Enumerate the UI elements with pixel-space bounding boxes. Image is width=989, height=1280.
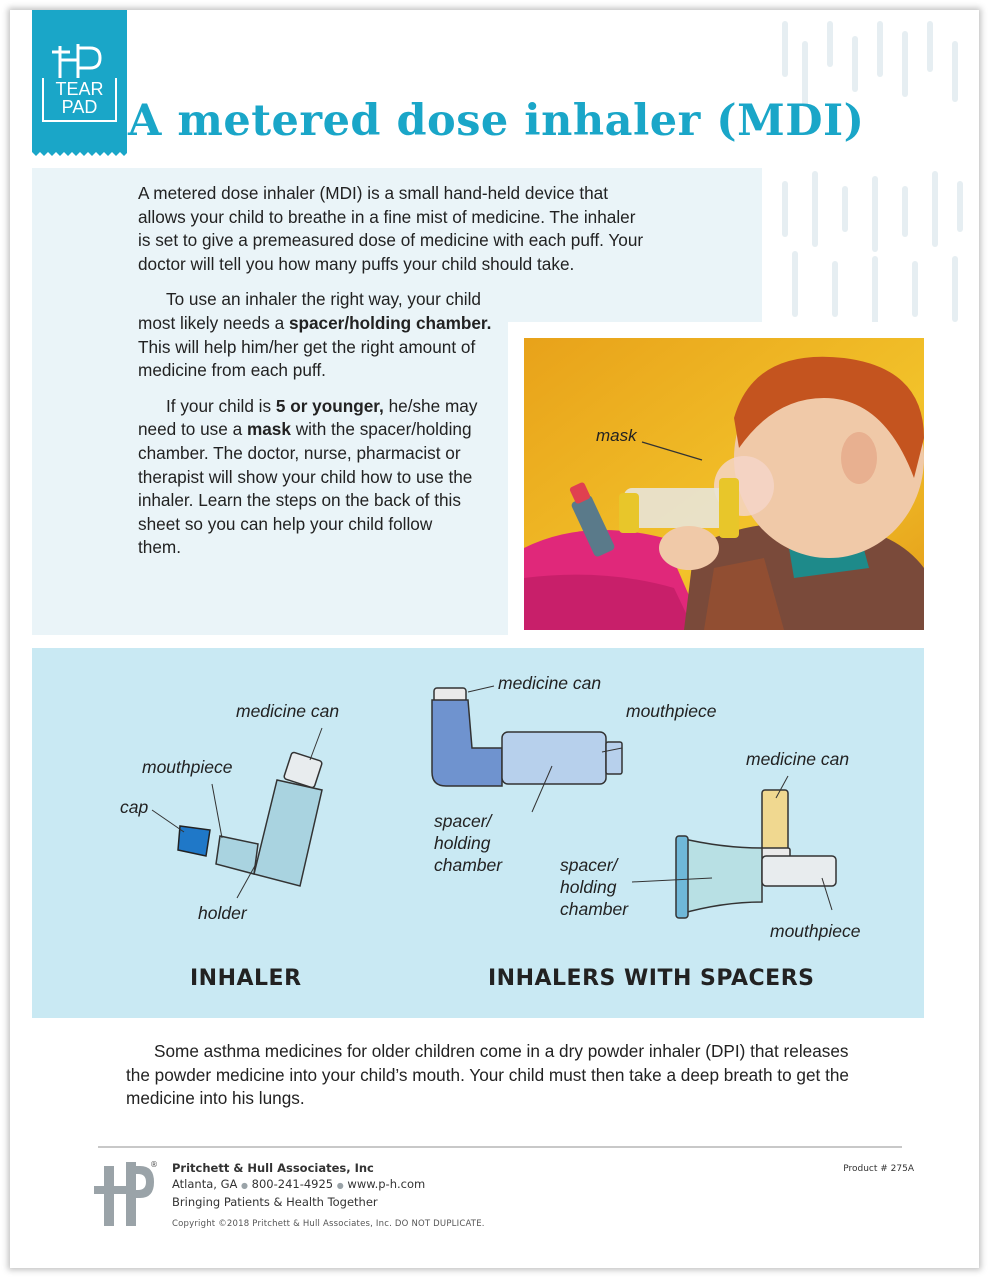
copyright: Copyright ©2018 Pritchett & Hull Associates, Inc. DO NOT DUPLICATE. bbox=[172, 1219, 485, 1229]
inhaler-drawing bbox=[152, 728, 323, 898]
tear-pad-label bbox=[42, 78, 117, 122]
spacer1-medicine-can-label: medicine can bbox=[498, 673, 602, 693]
mask-label: mask bbox=[596, 426, 637, 445]
inhaler-holder-label: holder bbox=[198, 903, 247, 923]
tear-label-line2: PAD bbox=[61, 97, 98, 117]
inhaler-medicine-can-label: medicine can bbox=[236, 701, 340, 721]
spacers-heading: INHALERS WITH SPACERS bbox=[488, 966, 815, 991]
tagline: Bringing Patients & Health Together bbox=[172, 1195, 378, 1209]
spacer-drawing-2 bbox=[632, 776, 836, 918]
dpi-paragraph: Some asthma medicines for older children come in a dry powder inhaler (DPI) that releases the powder medicine into your child’s mouth. Your child must then take a deep breath to get the medicine into his lungs. bbox=[126, 1041, 849, 1109]
decorative-pattern bbox=[775, 14, 975, 334]
page-title: A metered dose inhaler (MDI) bbox=[128, 96, 865, 146]
spacer-drawing-1 bbox=[432, 686, 622, 812]
contact-line: Atlanta, GA ● 800-241-4925 ● www.p-h.com bbox=[172, 1177, 426, 1191]
footer-info bbox=[172, 1160, 485, 1232]
spacer2-medicine-can-label: medicine can bbox=[746, 749, 850, 769]
spacer1-chamber-label: spacer/ holding chamber bbox=[434, 811, 503, 875]
registered-mark: ® bbox=[150, 1160, 158, 1169]
tear-pad-badge bbox=[32, 10, 127, 150]
intro-paragraph-3: If your child is 5 or younger, he/she may need to use a mask with the spacer/holding chamber. The doctor, nurse, pharmacist or therapist will show your child how to use the inhaler. Learn the steps on the back of this sheet so you can help your child follow them. bbox=[138, 395, 478, 558]
spacer2-chamber-label: spacer/ holding chamber bbox=[560, 855, 629, 919]
tear-label-line1: TEAR bbox=[55, 79, 104, 99]
product-number: Product # 275A bbox=[843, 1164, 914, 1174]
photo-illustration bbox=[524, 338, 924, 630]
company-name: Pritchett & Hull Associates, Inc bbox=[172, 1161, 374, 1175]
footer-divider bbox=[98, 1146, 902, 1148]
child-with-inhaler-photo bbox=[524, 338, 924, 630]
inhaler-mouthpiece-label: mouthpiece bbox=[142, 757, 233, 777]
ph-footer-logo-icon bbox=[94, 1160, 156, 1228]
spacer2-mouthpiece-label: mouthpiece bbox=[770, 921, 861, 941]
ph-logo-icon bbox=[48, 40, 108, 80]
inhaler-heading: INHALER bbox=[190, 966, 302, 991]
intro-paragraph-2: To use an inhaler the right way, your child most likely needs a spacer/holding chamber. This will help him/her get the right amount of medicine from each puff. bbox=[138, 289, 492, 381]
inhaler-cap-label: cap bbox=[120, 797, 149, 817]
zigzag-edge bbox=[32, 148, 127, 158]
intro-paragraph-1: A metered dose inhaler (MDI) is a small hand-held device that allows your child to breathe in a fine mist of medicine. The inhaler is set to give a premeasured dose of medicine with each puff. Your doctor will tell you how many puffs your child should take. bbox=[138, 183, 644, 274]
spacer1-mouthpiece-label: mouthpiece bbox=[626, 701, 717, 721]
